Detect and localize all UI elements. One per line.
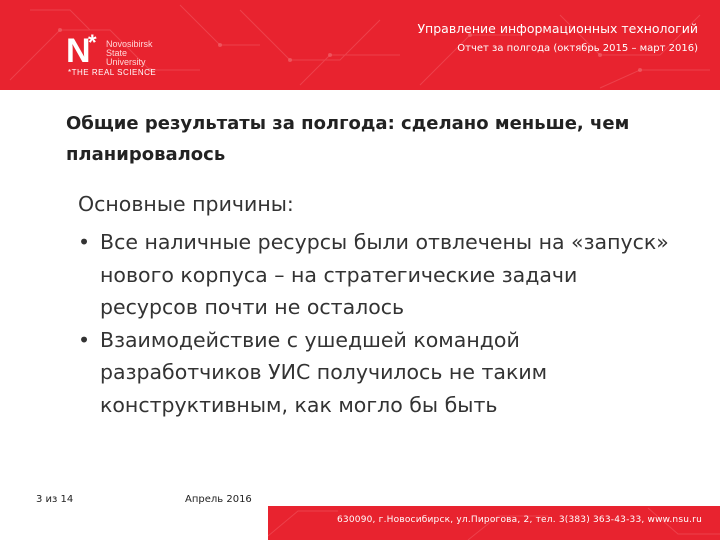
causes-heading: Основные причины: — [78, 192, 294, 216]
logo-wordmark — [106, 40, 196, 67]
list-item-text: Все наличные ресурсы были отвлечены на «запуск» нового корпуса – на стратегические задачи ресурсов почти не осталось — [100, 230, 669, 319]
footer-bar — [268, 506, 720, 540]
header-banner — [0, 0, 720, 90]
logo-tagline: *THE REAL SCIENCE — [68, 68, 157, 77]
logo-line: Novosibirsk — [106, 39, 153, 49]
contact-info: 630090, г.Новосибирск, ул.Пирогова, 2, тел. 3(383) 363-43-33, www.nsu.ru — [337, 515, 702, 525]
slide-title: Общие результаты за полгода: сделано меньше, чем планировалось — [66, 113, 630, 165]
bullet-icon: • — [78, 230, 91, 254]
logo-letter: N — [66, 32, 91, 70]
university-logo — [66, 30, 206, 82]
list-item — [78, 324, 678, 422]
bullet-icon: • — [78, 327, 91, 352]
list-item — [78, 226, 678, 324]
causes-list — [78, 226, 678, 421]
logo-line: University — [106, 57, 146, 67]
department-title: Управление информационных технологий — [417, 21, 698, 36]
page-number: 3 из 14 — [36, 494, 74, 505]
logo-line: State — [106, 48, 128, 58]
logo-star: * — [88, 30, 97, 55]
footer-date: Апрель 2016 — [185, 494, 252, 505]
report-period: Отчет за полгода (октябрь 2015 – март 2016) — [457, 43, 698, 54]
list-item-text: Взаимодействие с ушедшей командой разработчиков УИС получилось не таким конструктивным, как могло бы быть — [100, 327, 548, 417]
